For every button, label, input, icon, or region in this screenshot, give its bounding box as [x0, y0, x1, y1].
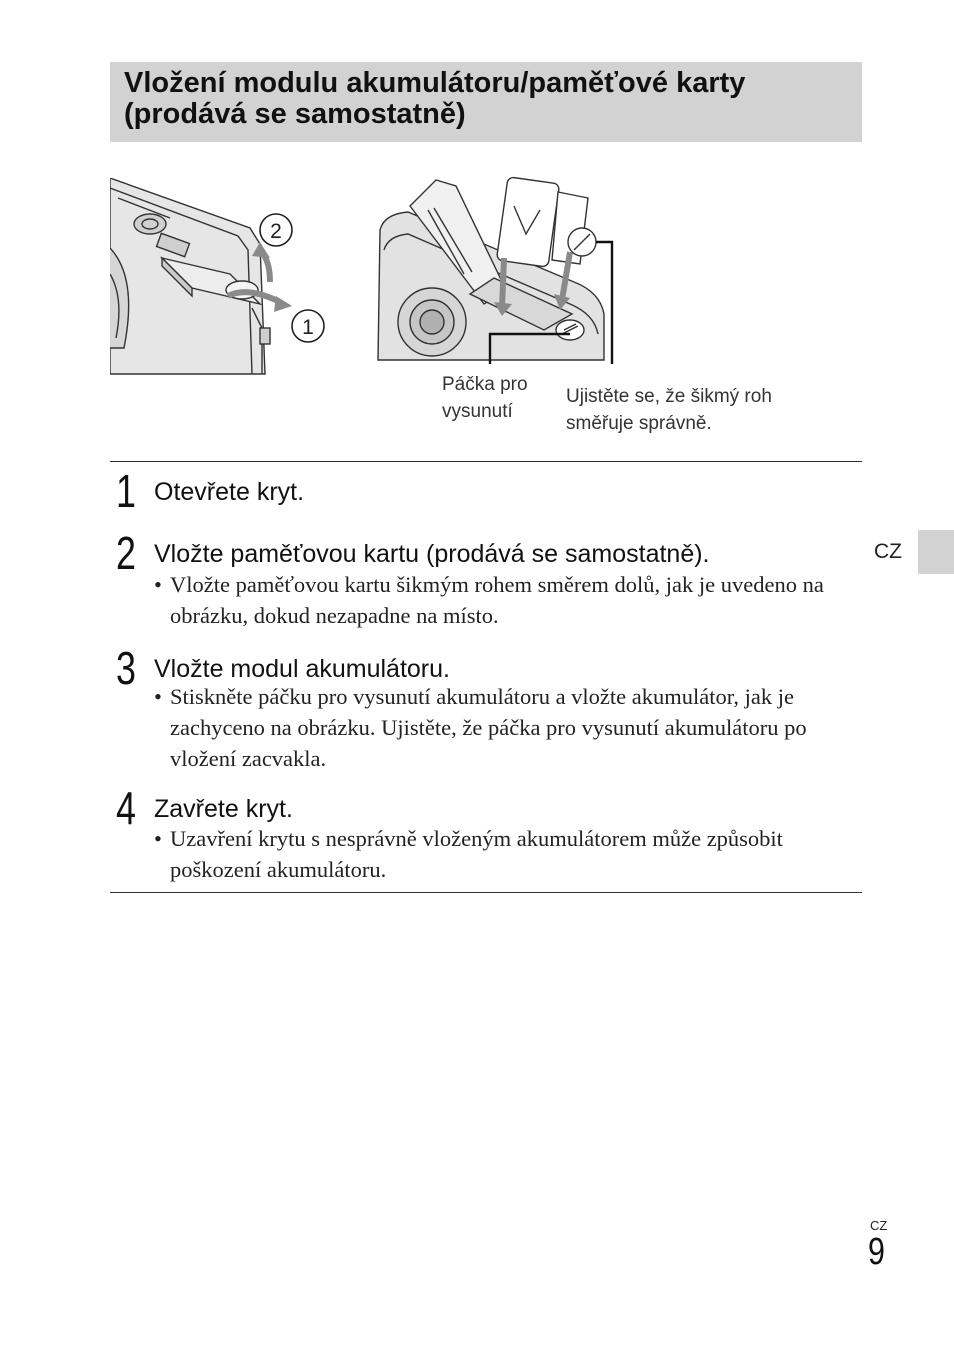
language-side-label: CZ [874, 540, 902, 563]
insert-battery-card-illustration [374, 174, 624, 364]
section-header [110, 62, 862, 142]
svg-text:2: 2 [270, 220, 282, 243]
step-badge-2 [260, 214, 292, 246]
language-side-tab [918, 530, 954, 574]
step-note: • Uzavření krytu s nesprávně vloženým akumulátorem může způsobit poškození akumulátoru. [154, 823, 854, 885]
open-cover-illustration [110, 178, 342, 378]
svg-text:1: 1 [302, 316, 314, 339]
page-number: 9 [868, 1231, 885, 1273]
bullet: • [154, 684, 162, 709]
step-title: Vložte paměťovou kartu (prodává se samostatně). [154, 540, 710, 568]
step-title: Zavřete kryt. [154, 795, 293, 823]
step-number: 1 [116, 465, 136, 517]
lever-label: Páčka pro vysunutí [442, 374, 528, 422]
step-number: 4 [116, 782, 136, 834]
step-note: • Stiskněte páčku pro vysunutí akumulátoru a vložte akumulátor, jak je zachyceno na obrázku. Ujistěte, že páčka pro vysunutí akumulátoru po vložení zacvakla. [154, 681, 854, 774]
bullet: • [154, 826, 162, 851]
corner-label: Ujistěte se, že šikmý roh směřuje správně. [566, 386, 772, 434]
steps-bottom-divider [110, 892, 862, 893]
bullet: • [154, 572, 162, 597]
step-note: • Vložte paměťovou kartu šikmým rohem směrem dolů, jak je uvedeno na obrázku, dokud nezapadne na místo. [154, 569, 854, 631]
step-number: 2 [116, 527, 136, 579]
step-badge-1 [292, 310, 324, 342]
footer-language: CZ [870, 1218, 888, 1233]
steps-top-divider [110, 461, 862, 462]
page-title: Vložení modulu akumulátoru/paměťové karty (prodává se samostatně) [124, 67, 746, 130]
step-number: 3 [116, 642, 136, 694]
step-title: Otevřete kryt. [154, 478, 305, 506]
step-title: Vložte modul akumulátoru. [154, 655, 450, 683]
